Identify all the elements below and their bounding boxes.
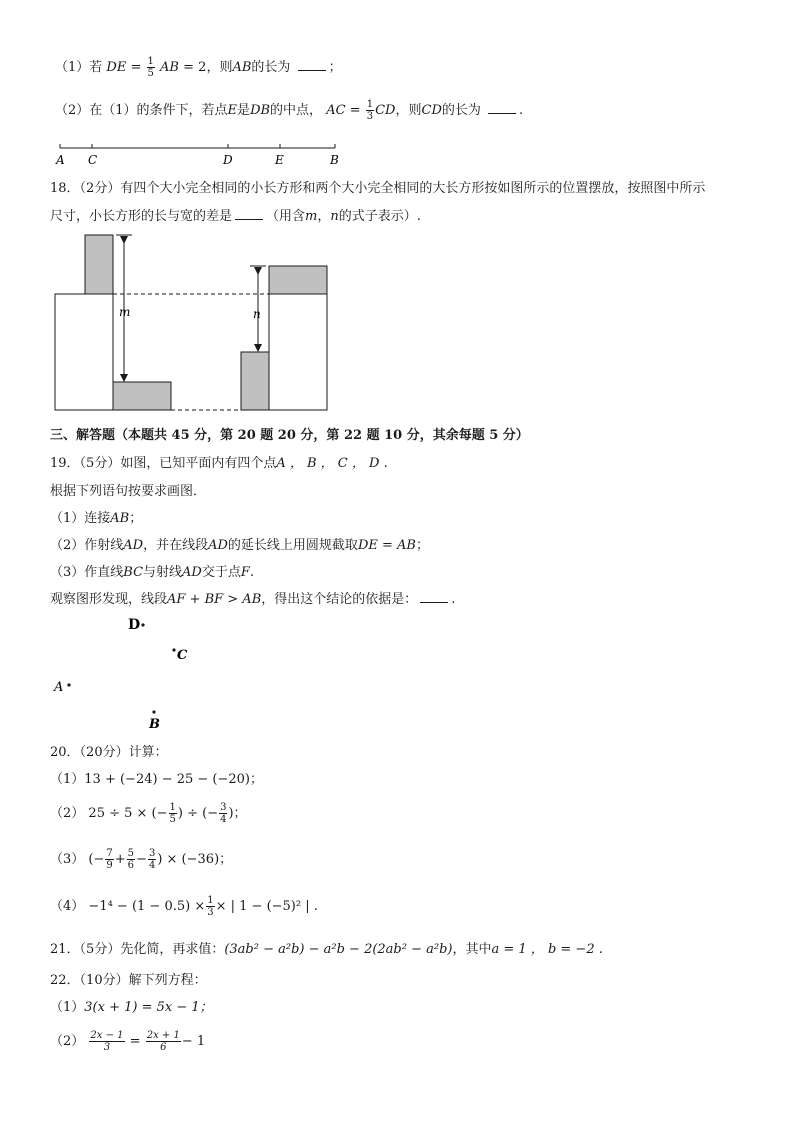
- fraction: [89, 1030, 124, 1053]
- fraction: [105, 848, 113, 871]
- q17-p1-var-ab2: AB: [232, 60, 252, 75]
- q21-cond: a = 1 ， b = −2 .: [491, 942, 603, 957]
- large-rect-left: [55, 294, 113, 410]
- fraction: [219, 802, 227, 825]
- q19-intro: 19．（5分）如图，已知平面内有四个点: [50, 456, 277, 471]
- q19-step1: [50, 507, 142, 526]
- q19-s3-v2: AD: [182, 565, 202, 580]
- point-b: [152, 710, 155, 713]
- frac-num: 1: [207, 895, 214, 906]
- q19-obs-a: 观察图形发现，线段: [50, 592, 168, 607]
- points-diagram: [50, 612, 210, 737]
- q17-p2-var-ac: AC: [326, 103, 346, 118]
- q19-obs-v: AF + BF > AB: [167, 592, 262, 607]
- frac-den: 5: [169, 814, 176, 825]
- q18-line2: [50, 205, 421, 224]
- point-b-label: B: [149, 717, 160, 732]
- q20-e3-a: (−: [88, 852, 105, 867]
- q20-e4-label: （4）: [50, 899, 85, 914]
- q17-p1-var-ab: AB: [160, 60, 179, 75]
- q22-e2-eq: =: [129, 1034, 141, 1049]
- q19-s3-a: （3）作直线: [50, 565, 124, 580]
- point-a: [67, 683, 70, 686]
- q22-e2-tail: − 1: [181, 1034, 206, 1049]
- q19-line2: 根据下列语句按要求画图．: [50, 484, 207, 499]
- fraction: [148, 848, 156, 871]
- frac-num: 7: [106, 848, 113, 859]
- point-c-label: C: [177, 648, 188, 663]
- q17-p2-prefix: （2）在（1）的条件下，若点: [55, 103, 228, 118]
- fraction: [146, 1030, 181, 1053]
- q19-s3-d: .: [249, 565, 255, 580]
- label-n: n: [253, 307, 261, 321]
- q17-p1-prefix: （1）若: [55, 60, 103, 75]
- q19-s3-c: 交于点: [201, 565, 241, 580]
- q20-e1: 13 + (−24) − 25 − (−20)；: [84, 772, 263, 787]
- label-c: C: [88, 153, 98, 167]
- q17-p1-fraction: [147, 56, 155, 79]
- q20-e2-c: )；: [228, 806, 247, 821]
- q19-s3-v3: F: [240, 565, 250, 580]
- q17-p2-mid2: 的中点，: [270, 103, 323, 118]
- frac-den: 6: [160, 1042, 167, 1053]
- q17-p2-var-e: E: [227, 103, 238, 118]
- small-rect-bottom-right: [241, 352, 269, 410]
- q19-s3-b: 与射线: [143, 565, 183, 580]
- q19-s1-a: （1）连接: [50, 511, 111, 526]
- q19-points: A ， B ， C ， D .: [276, 456, 388, 471]
- small-rect-top-left: [85, 235, 113, 294]
- frac-den: 5: [147, 68, 154, 79]
- q18-line1: 18．（2分）有四个大小完全相同的小长方形和两个大小完全相同的大长方形按如图所示的位置摆放，按照图中所示: [50, 181, 706, 196]
- frac-den: 9: [106, 860, 113, 871]
- q19-s2-v1: AD: [123, 538, 144, 553]
- frac-den: 6: [127, 860, 135, 871]
- frac-num: 1: [366, 99, 374, 110]
- q20-expr3: [50, 848, 232, 871]
- q17-p2-fraction: [366, 99, 374, 122]
- q19-s2-d: ；: [415, 538, 429, 553]
- q18-text-c: ，: [317, 209, 331, 224]
- frac-num: 2x − 1: [90, 1030, 124, 1041]
- section-heading: 三、解答题（本题共 45 分，第 20 题 20 分，第 22 题 10 分，其余每题 5 分）: [50, 428, 529, 443]
- fraction: [169, 802, 177, 825]
- label-e: E: [275, 153, 284, 167]
- q17-p2-end: .: [519, 103, 524, 118]
- frac-num: 3: [148, 848, 156, 859]
- frac-num: 2x + 1: [146, 1030, 180, 1041]
- q17-p1-eq: =: [130, 60, 142, 75]
- point-c: [172, 648, 175, 651]
- point-a-label: A: [54, 680, 64, 695]
- q22-title: 22．（10分）解下列方程：: [50, 973, 207, 988]
- q20-e2-b: ) ÷ (−: [177, 806, 219, 821]
- q18-var-m: m: [305, 209, 318, 224]
- answer-blank[interactable]: [298, 60, 326, 71]
- q20-e3-label: （3）: [50, 852, 85, 867]
- q17-p1-end: ；: [328, 60, 342, 75]
- q19-s2-c: 的延长线上用圆规截取: [227, 538, 358, 553]
- q17-p2-eq: =: [349, 103, 361, 118]
- point-d: [141, 623, 144, 626]
- q19-s1-b: ；: [129, 511, 143, 526]
- q17-p2-tail: 的长为: [441, 103, 481, 118]
- segment-diagram: [50, 140, 350, 170]
- q19-step3: [50, 561, 254, 580]
- q19-s2-a: （2）作射线: [50, 538, 124, 553]
- frac-den: 3: [103, 1042, 111, 1053]
- answer-blank[interactable]: [235, 209, 263, 220]
- q17-p1-tail: 的长为: [251, 60, 291, 75]
- q20-expr1: [50, 768, 263, 787]
- frac-den: 4: [220, 814, 227, 825]
- q20-e3-d: ) × (−36)；: [157, 852, 233, 867]
- q17-p1-var-de: DE: [106, 60, 127, 75]
- q20-e3-b: +: [114, 852, 126, 867]
- q17-p2-mid1: 是: [237, 103, 251, 118]
- rectangles-diagram: [50, 230, 340, 415]
- answer-blank[interactable]: [420, 592, 448, 603]
- q20-title: 20．（20分）计算：: [50, 745, 168, 760]
- q18-var-n: n: [330, 209, 339, 224]
- q19-obs-c: .: [451, 592, 456, 607]
- q19-s2-v2: AD: [208, 538, 228, 553]
- q19-obs-b: ，得出这个结论的依据是：: [261, 592, 418, 607]
- q22-e1: 3(x + 1) = 5x − 1；: [84, 1000, 213, 1015]
- frac-num: 3: [220, 802, 227, 813]
- q21-text-b: ，其中: [452, 942, 492, 957]
- frac-den: 4: [148, 860, 156, 871]
- q22-e1-label: （1）: [50, 1000, 85, 1015]
- q20-e4-a: −1⁴ − (1 − 0.5) ×: [88, 899, 206, 914]
- q19-s1-v: AB: [110, 511, 130, 526]
- large-rect-right: [269, 294, 327, 410]
- q21-text-a: 21．（5分）先化简，再求值：: [50, 942, 225, 957]
- q20-expr4: [50, 895, 318, 918]
- q17-part2: [55, 99, 523, 122]
- q19-step2: [50, 534, 429, 553]
- q19-s2-b: ，并在线段: [143, 538, 209, 553]
- q17-p1-text: ，则: [206, 60, 233, 75]
- q17-p2-var-cd2: CD: [421, 103, 442, 118]
- point-d-label: D: [128, 617, 141, 633]
- frac-num: 1: [169, 802, 176, 813]
- q17-p2-var-db: DB: [250, 103, 271, 118]
- q19-line1: [50, 452, 388, 471]
- q20-e4-b: × | 1 − (−5)² | .: [215, 899, 318, 914]
- q22-eq2: [50, 1030, 205, 1053]
- q21-expr: (3ab² − a²b) − a²b − 2(2ab² − a²b): [224, 942, 453, 957]
- q20-expr2: [50, 802, 247, 825]
- q22-e2-label: （2）: [50, 1034, 85, 1049]
- q17-p1-val: = 2: [183, 60, 207, 75]
- q22-eq1: [50, 996, 213, 1015]
- q20-e3-c: −: [136, 852, 147, 867]
- q20-e2-label: （2）: [50, 806, 85, 821]
- label-d: D: [223, 153, 233, 167]
- q19-s2-v3: DE = AB: [357, 538, 416, 553]
- frac-num: 1: [147, 56, 154, 67]
- label-b: B: [330, 153, 339, 167]
- frac-den: 3: [366, 111, 374, 122]
- q17-p2-var-cd: CD: [375, 103, 396, 118]
- answer-blank[interactable]: [488, 103, 516, 114]
- q19-observation: [50, 588, 455, 607]
- frac-num: 5: [127, 848, 135, 859]
- label-a: A: [56, 153, 65, 167]
- small-rect-top-right: [269, 266, 327, 294]
- frac-den: 3: [207, 907, 214, 918]
- q17-p2-mid3: ，则: [395, 103, 422, 118]
- q21-line: [50, 938, 603, 957]
- q18-text-b: （用含: [266, 209, 306, 224]
- fraction: [206, 895, 214, 918]
- q20-e1-label: （1）: [50, 772, 85, 787]
- q19-s3-v1: BC: [123, 565, 144, 580]
- q17-part1: [55, 56, 342, 79]
- small-rect-bottom: [113, 382, 171, 410]
- fraction: [127, 848, 135, 871]
- label-m: m: [119, 305, 131, 319]
- q18-text-d: 的式子表示）.: [338, 209, 421, 224]
- q18-text-a: 尺寸，小长方形的长与宽的差是: [50, 209, 233, 224]
- q20-e2-a: 25 ÷ 5 × (−: [88, 806, 168, 821]
